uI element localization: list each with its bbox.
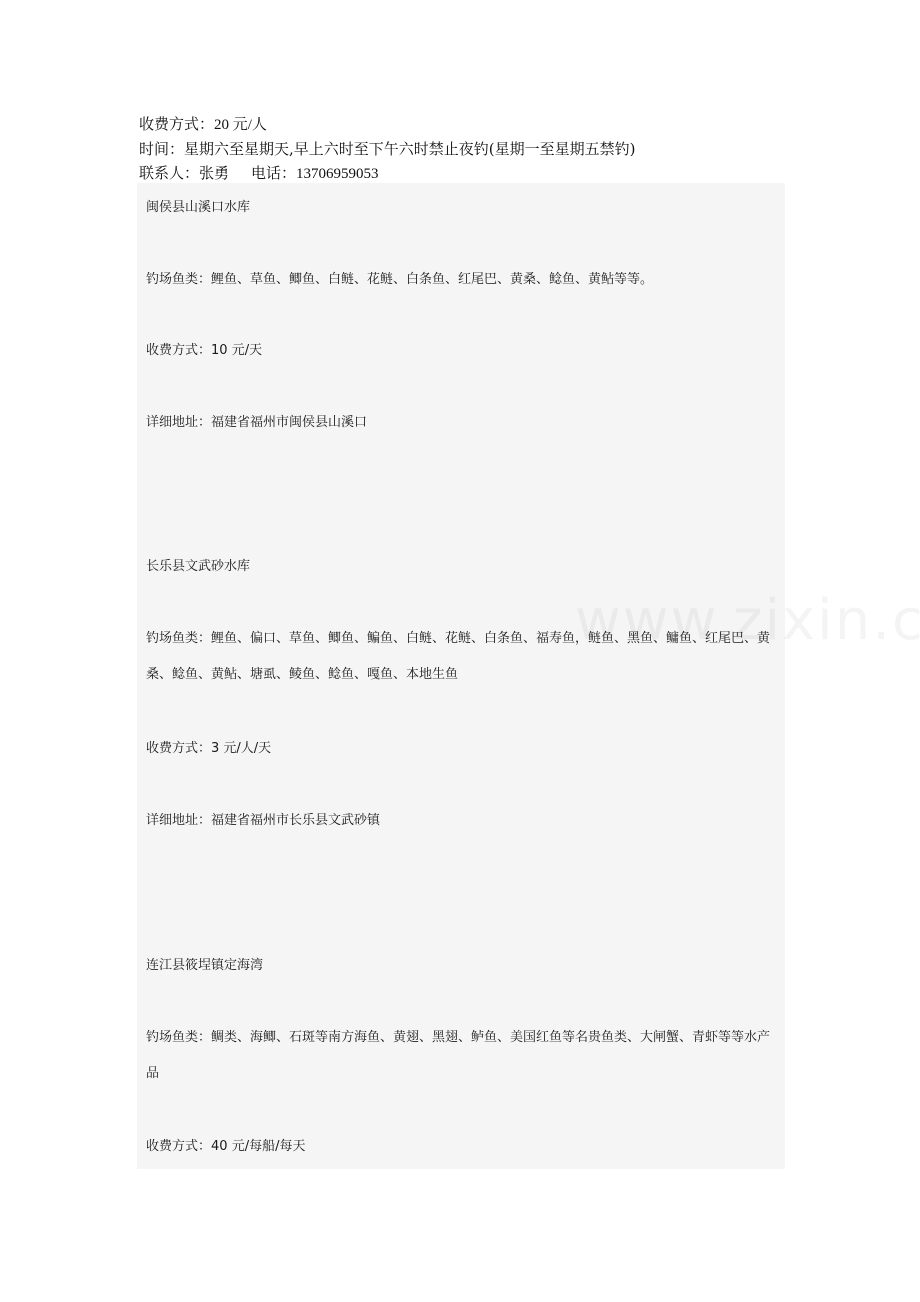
spot-2-fee-label: 收费方式：: [146, 741, 212, 756]
intro-time-label: 时间：: [139, 140, 185, 158]
spot-1-address-label: 详细地址：: [146, 415, 212, 430]
spot-1-title: 闽侯县山溪口水库: [146, 200, 251, 215]
intro-contact-value: 张勇: [199, 164, 230, 182]
intro-fee-label: 收费方式：: [139, 115, 215, 133]
spot-2-fee-value: 3 元/人/天: [211, 741, 272, 756]
spot-1-fee-label: 收费方式：: [146, 343, 212, 358]
spot-3-fee-value: 40 元/每船/每天: [211, 1139, 306, 1154]
spot-2-address-label: 详细地址：: [146, 813, 212, 828]
spot-2-fish-label: 钓场鱼类：: [146, 631, 212, 646]
intro-fee-value: 20 元/人: [214, 117, 267, 133]
spot-1-fish: [146, 262, 776, 298]
spot-1-fee: [146, 333, 776, 369]
spot-1-address-value: 福建省福州市闽侯县山溪口: [211, 415, 368, 430]
intro-contact-label: 联系人：: [139, 164, 200, 182]
spot-1-fee-value: 10 元/天: [211, 343, 263, 358]
spot-1-fish-label: 钓场鱼类：: [146, 272, 212, 287]
spot-3-fee: [146, 1129, 776, 1165]
spot-3-fee-label: 收费方式：: [146, 1139, 212, 1154]
intro-time-value: 星期六至星期天,早上六时至下午六时禁止夜钓(星期一至星期五禁钓): [184, 140, 636, 158]
spot-3-fish-value: 鲷类、海鲫、石斑等南方海鱼、黄翅、黑翅、鲈鱼、美国红鱼等名贵鱼类、大闸蟹、青虾等等水产品: [146, 1030, 771, 1081]
intro-time-line: [139, 137, 839, 161]
intro-phone-label: 电话：: [251, 164, 297, 182]
spot-2-fish-value: 鲤鱼、偏口、草鱼、鲫鱼、鳊鱼、白鲢、花鲢、白条鱼、福寿鱼，鲢鱼、黑鱼、鳙鱼、红尾巴、黄桑、鲶鱼、黄鲇、塘虱、鲮鱼、鲶鱼、嘎鱼、本地生鱼: [146, 631, 771, 682]
spot-1-fish-value: 鲤鱼、草鱼、鲫鱼、白鲢、花鲢、白条鱼、红尾巴、黄桑、鲶鱼、黄鲇等等。: [211, 272, 654, 287]
intro-phone-value: 13706959053: [296, 166, 379, 182]
intro-block: [139, 112, 839, 186]
spot-2-title: 长乐县文武砂水库: [146, 559, 251, 574]
spot-3-title: 连江县筱埕镇定海湾: [146, 958, 264, 973]
spot-1-address: [146, 405, 776, 441]
spot-3-fish: [146, 1020, 776, 1092]
spot-2-fee: [146, 731, 776, 767]
intro-fee-line: [139, 112, 839, 137]
spot-2-address-value: 福建省福州市长乐县文武砂镇: [211, 813, 381, 828]
spot-3-fish-label: 钓场鱼类：: [146, 1030, 212, 1045]
spot-2-fish: [146, 621, 776, 693]
spot-2-address: [146, 803, 776, 839]
